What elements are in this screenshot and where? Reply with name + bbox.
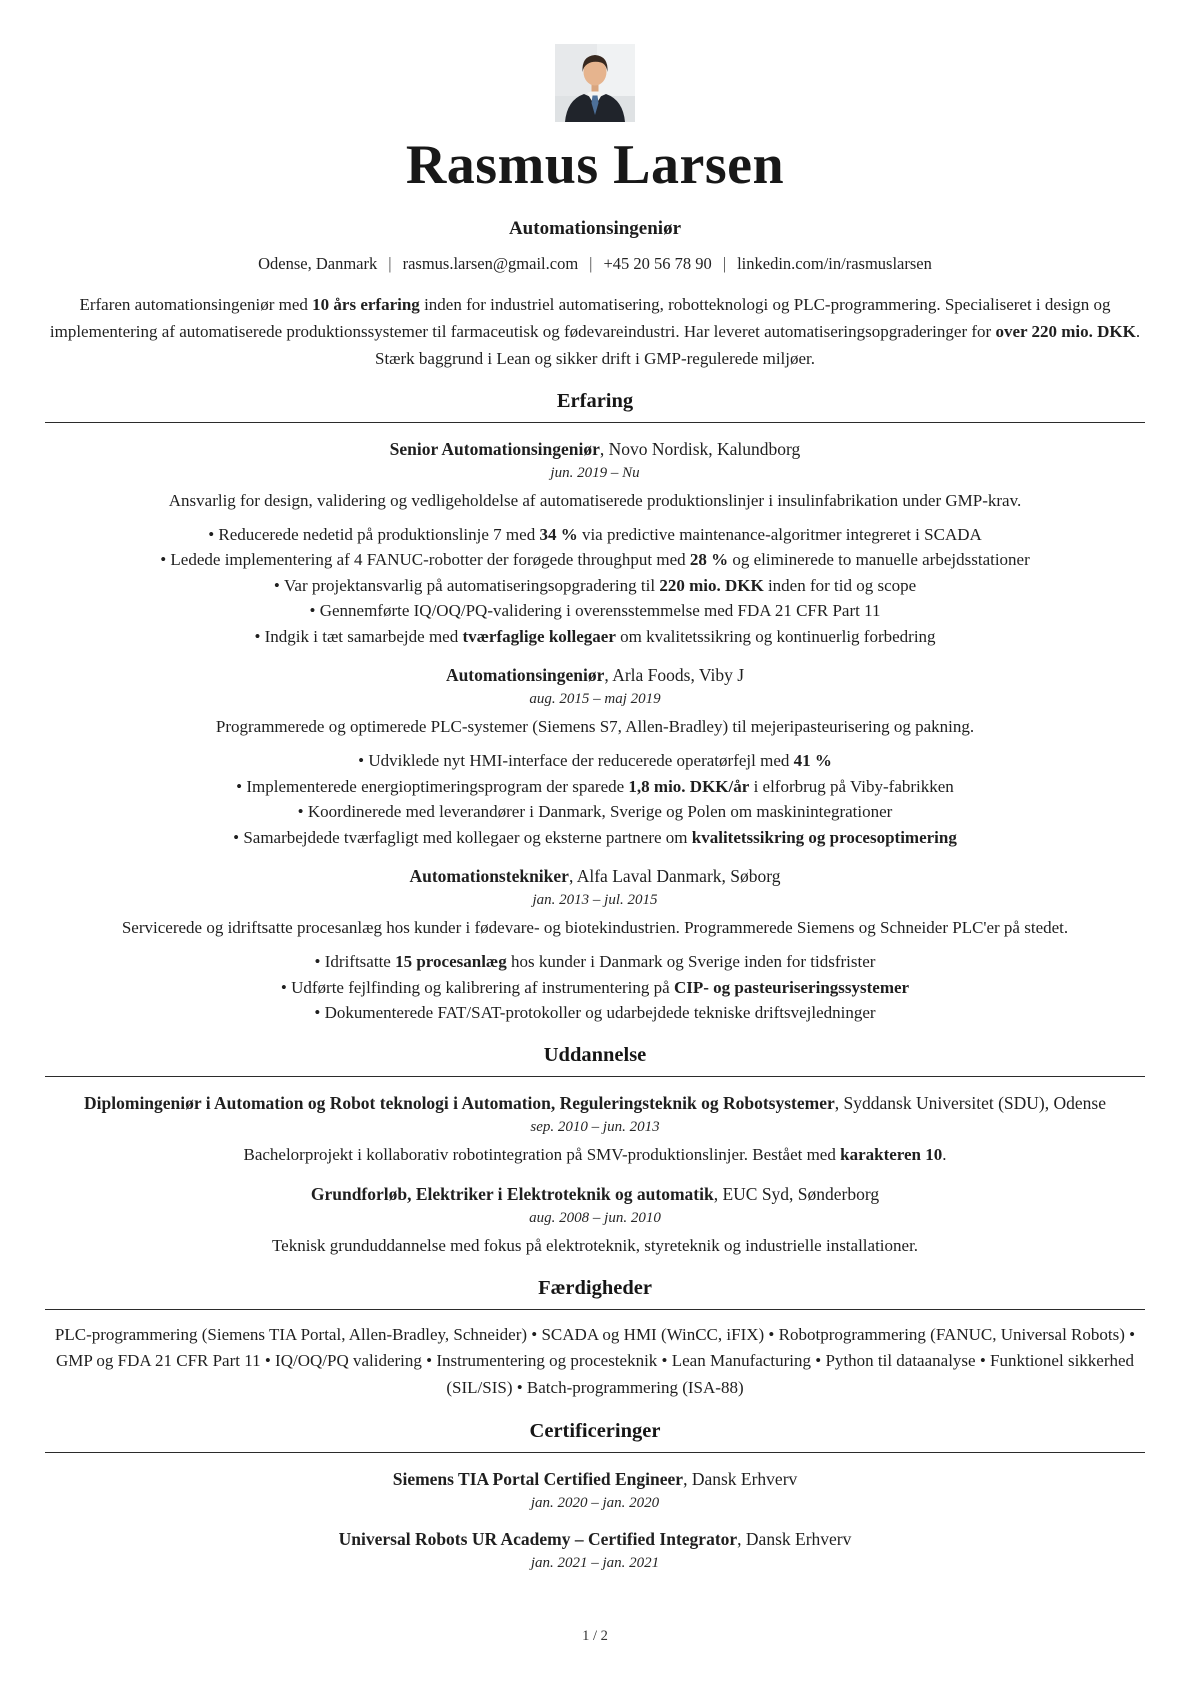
certification-date: jan. 2021 – jan. 2021 xyxy=(530,1555,660,1572)
job-description: Servicerede og idriftsatte procesanlæg hos kunder i fødevare- og biotekindustrien. Programmerede Siemens og Schneider PLC'er på stedet. xyxy=(121,918,1069,938)
job-date: aug. 2015 – maj 2019 xyxy=(529,691,661,708)
section-divider xyxy=(45,1452,1145,1453)
candidate-name: Rasmus Larsen xyxy=(405,134,785,196)
education-entry xyxy=(45,1183,1145,1259)
section-heading-education: Uddannelse xyxy=(543,1043,647,1066)
education-entry xyxy=(45,1092,1145,1168)
contact-line xyxy=(45,253,1145,275)
resume-page xyxy=(45,0,1145,1573)
section-experience xyxy=(45,388,1145,1026)
page-number: 1 / 2 xyxy=(582,1628,608,1644)
job-bullet-list xyxy=(45,522,1145,650)
bullet-item: • Dokumenterede FAT/SAT-protokoller og udarbejdede tekniske driftsvejledninger xyxy=(45,1000,1145,1026)
job-title-line: Automationstekniker, Alfa Laval Danmark, Søborg xyxy=(409,866,781,887)
bullet-item: • Samarbejdede tværfagligt med kollegaer og eksterne partnere om kvalitetssikring og procesoptimering xyxy=(45,825,1145,851)
job-bullet-list xyxy=(45,748,1145,850)
bullet-item: • Udførte fejlfinding og kalibrering af instrumentering på CIP- og pasteuriseringssystemer xyxy=(45,975,1145,1001)
contact-separator: | xyxy=(589,253,593,273)
contact-separator: | xyxy=(388,253,392,273)
job-title-line: Automationsingeniør, Arla Foods, Viby J xyxy=(445,665,745,686)
section-heading-certifications: Certificeringer xyxy=(529,1420,661,1443)
candidate-job-title: Automationsingeniør xyxy=(508,217,682,239)
section-divider xyxy=(45,1076,1145,1077)
section-heading-skills: Færdigheder xyxy=(538,1276,652,1299)
contact-linkedin: linkedin.com/in/rasmuslarsen xyxy=(737,253,932,273)
bullet-item: • Implementerede energioptimeringsprogram der sparede 1,8 mio. DKK/år i elforbrug på Viby-fabrikken xyxy=(45,774,1145,800)
section-certifications xyxy=(45,1418,1145,1573)
bullet-item: • Indgik i tæt samarbejde med tværfaglige kollegaer om kvalitetssikring og kontinuerlig forbedring xyxy=(45,624,1145,650)
section-divider xyxy=(45,422,1145,423)
job-description: Programmerede og optimerede PLC-systemer (Siemens S7, Allen-Bradley) til mejeripasteurisering og pakning. xyxy=(215,717,975,737)
contact-phone: +45 20 56 78 90 xyxy=(603,253,712,273)
bullet-item: • Idriftsatte 15 procesanlæg hos kunder i Danmark og Sverige inden for tidsfrister xyxy=(45,949,1145,975)
job-description: Ansvarlig for design, validering og vedligeholdelse af automatiserede produktionslinjer i insulinfabrikation under GMP-krav. xyxy=(168,490,1022,510)
section-divider xyxy=(45,1309,1145,1310)
job-bullet-list xyxy=(45,949,1145,1026)
bullet-item: • Gennemførte IQ/OQ/PQ-validering i overensstemmelse med FDA 21 CFR Part 11 xyxy=(45,598,1145,624)
job-entry xyxy=(45,664,1145,850)
certification-date: jan. 2020 – jan. 2020 xyxy=(530,1495,660,1512)
section-skills xyxy=(45,1275,1145,1402)
certification-title-line: Universal Robots UR Academy – Certified Integrator, Dansk Erhverv xyxy=(338,1529,852,1550)
certification-entry xyxy=(45,1528,1145,1573)
education-description: Teknisk grunduddannelse med fokus på elektroteknik, styreteknik og industrielle installationer. xyxy=(271,1235,919,1255)
job-entry xyxy=(45,865,1145,1026)
section-education xyxy=(45,1042,1145,1259)
job-entry xyxy=(45,438,1145,650)
skills-list: PLC-programmering (Siemens TIA Portal, Allen-Bradley, Schneider) • SCADA og HMI (WinCC, iFIX) • Robotprogrammering (FANUC, Universal Robots) • GMP og FDA 21 CFR Part 11 • IQ/OQ/PQ validering • Instrumentering og procesteknik • Lean Manufacturing • Python til dataanalyse • Funktionel sikkerhed (SIL/SIS) • Batch-programmering (ISA-88) xyxy=(54,1324,1136,1397)
section-heading-experience: Erfaring xyxy=(556,389,634,412)
education-date: sep. 2010 – jun. 2013 xyxy=(530,1118,660,1135)
certification-title-line: Siemens TIA Portal Certified Engineer, Dansk Erhverv xyxy=(392,1469,798,1490)
contact-location: Odense, Danmark xyxy=(258,253,378,273)
job-title-line: Senior Automationsingeniør, Novo Nordisk, Kalundborg xyxy=(389,438,801,459)
education-title-line: Grundforløb, Elektriker i Elektroteknik og automatik, EUC Syd, Sønderborg xyxy=(310,1183,880,1204)
education-date: aug. 2008 – jun. 2010 xyxy=(529,1209,661,1226)
education-title-line: Diplomingeniør i Automation og Robot teknologi i Automation, Reguleringsteknik og Robotsystemer, Syddansk Universitet (SDU), Odense xyxy=(84,1092,1106,1113)
job-date: jun. 2019 – Nu xyxy=(550,464,640,481)
contact-separator: | xyxy=(722,253,727,273)
summary-paragraph: Erfaren automationsingeniør med 10 års erfaring inden for industriel automatisering, robotteknologi og PLC-programmering. Specialiseret i design og implementering af automatiserede produktionssystemer til farmaceutisk og fødevareindustri. Har leveret automatiseringsopgraderinger for over 220 mio. DKK. Stærk baggrund i Lean og sikker drift i GMP-regulerede miljøer. xyxy=(49,294,1141,368)
bullet-item: • Var projektansvarlig på automatiseringsopgradering til 220 mio. DKK inden for tid og scope xyxy=(45,573,1145,599)
job-date: jan. 2013 – jul. 2015 xyxy=(532,892,658,909)
education-description: Bachelorprojekt i kollaborativ robotintegration på SMV-produktionslinjer. Bestået med karakteren 10. xyxy=(243,1144,947,1164)
bullet-item: • Ledede implementering af 4 FANUC-robotter der forøgede throughput med 28 % og eliminerede to manuelle arbejdsstationer xyxy=(45,547,1145,573)
certification-entry xyxy=(45,1468,1145,1513)
profile-photo xyxy=(555,44,635,122)
contact-email: rasmus.larsen@gmail.com xyxy=(402,253,579,273)
bullet-item: • Udviklede nyt HMI-interface der reducerede operatørfejl med 41 % xyxy=(45,748,1145,774)
bullet-item: • Koordinerede med leverandører i Danmark, Sverige og Polen om maskinintegrationer xyxy=(45,799,1145,825)
bullet-item: • Reducerede nedetid på produktionslinje 7 med 34 % via predictive maintenance-algoritmer integreret i SCADA xyxy=(45,522,1145,548)
